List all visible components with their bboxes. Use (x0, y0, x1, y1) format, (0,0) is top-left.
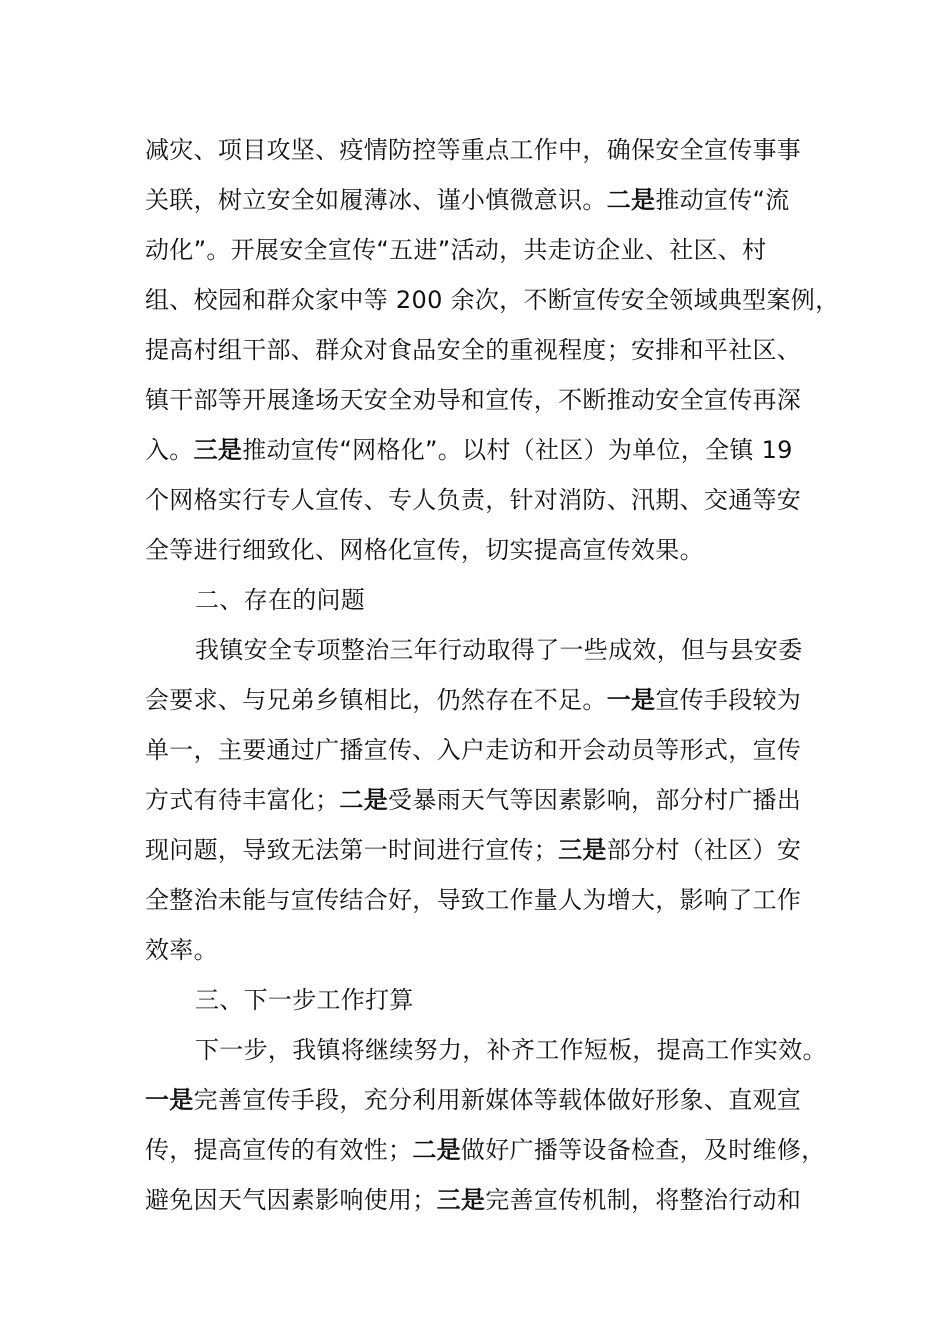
text-run: 效率。 (145, 936, 218, 964)
text-run: 我镇安全专项整治三年行动取得了一些成效，但与县安委 (195, 636, 803, 664)
text-line (145, 375, 801, 425)
text-run: 二、存在的问题 (195, 586, 366, 614)
text-run: 入。 (145, 436, 194, 464)
text-line (145, 825, 801, 875)
bold-text-run: 三是 (558, 836, 607, 864)
text-line (145, 125, 801, 175)
text-run: 单一，主要通过广播宣传、入户走访和开会动员等形式，宣传 (145, 736, 802, 764)
text-run: 全等进行细致化、网格化宣传，切实提高宣传效果。 (145, 536, 704, 564)
text-run: 受暴雨天气等因素影响，部分村广播出 (388, 786, 802, 814)
text-line (195, 1025, 827, 1075)
text-run: 方式有待丰富化； (145, 786, 340, 814)
text-line (145, 1175, 801, 1225)
text-line (145, 875, 801, 925)
text-run: 宣传手段较为 (655, 686, 802, 714)
text-line (145, 275, 839, 325)
text-line (195, 625, 803, 675)
text-line (145, 475, 801, 525)
text-run: 推动宣传“流 (655, 186, 790, 214)
text-line (145, 675, 801, 725)
text-line (145, 775, 801, 825)
text-run: 镇干部等开展逢场天安全劝导和宣传，不断推动安全宣传再深 (145, 386, 802, 414)
section-heading (195, 575, 365, 625)
text-line (145, 325, 801, 375)
text-run: 部分村（社区）安 (606, 836, 802, 864)
text-run: 组、校园和群众家中等 200 余次，不断宣传安全领域典型案例， (145, 286, 840, 314)
text-line (145, 1125, 825, 1175)
text-line (145, 225, 766, 275)
text-run: 减灾、项目攻坚、疫情防控等重点工作中，确保安全宣传事事 (145, 136, 802, 164)
text-run: 动化”。开展安全宣传“五进”活动，共走访企业、社区、村 (145, 236, 767, 264)
text-run: 完善宣传机制，将整治行动和 (485, 1186, 802, 1214)
bold-text-run: 一是 (145, 1086, 194, 1114)
text-run: 提高村组干部、群众对食品安全的重视程度；安排和平社区、 (145, 336, 802, 364)
bold-text-run: 三是 (436, 1186, 486, 1214)
bold-text-run: 二是 (606, 186, 656, 214)
text-run: 个网格实行专人宣传、专人负责，针对消防、汛期、交通等安 (145, 486, 802, 514)
bold-text-run: 一是 (606, 686, 656, 714)
text-run: 现问题，导致无法第一时间进行宣传； (145, 836, 559, 864)
text-run: 全整治未能与宣传结合好，导致工作量人为增大，影响了工作 (145, 886, 802, 914)
text-run: 完善宣传手段，充分利用新媒体等载体做好形象、直观宣 (193, 1086, 802, 1114)
bold-text-run: 二是 (412, 1136, 461, 1164)
bold-text-run: 三是 (193, 436, 243, 464)
text-line (145, 175, 790, 225)
text-line (145, 1075, 801, 1125)
section-heading (195, 975, 414, 1025)
text-run: 会要求、与兄弟乡镇相比，仍然存在不足。 (145, 686, 607, 714)
text-run: 做好广播等设备检查，及时维修， (460, 1136, 826, 1164)
bold-text-run: 二是 (339, 786, 389, 814)
text-run: 关联，树立安全如履薄冰、谨小慎微意识。 (145, 186, 607, 214)
text-line (145, 925, 218, 975)
text-run: 传，提高宣传的有效性； (145, 1136, 413, 1164)
text-line (145, 425, 793, 475)
text-run: 下一步，我镇将继续努力，补齐工作短板，提高工作实效。 (195, 1036, 827, 1064)
text-run: 避免因天气因素影响使用； (145, 1186, 437, 1214)
text-run: 三、下一步工作打算 (195, 986, 414, 1014)
text-line (145, 525, 704, 575)
text-run: 推动宣传“网格化”。以村（社区）为单位，全镇 19 (242, 436, 793, 464)
text-line (145, 725, 801, 775)
